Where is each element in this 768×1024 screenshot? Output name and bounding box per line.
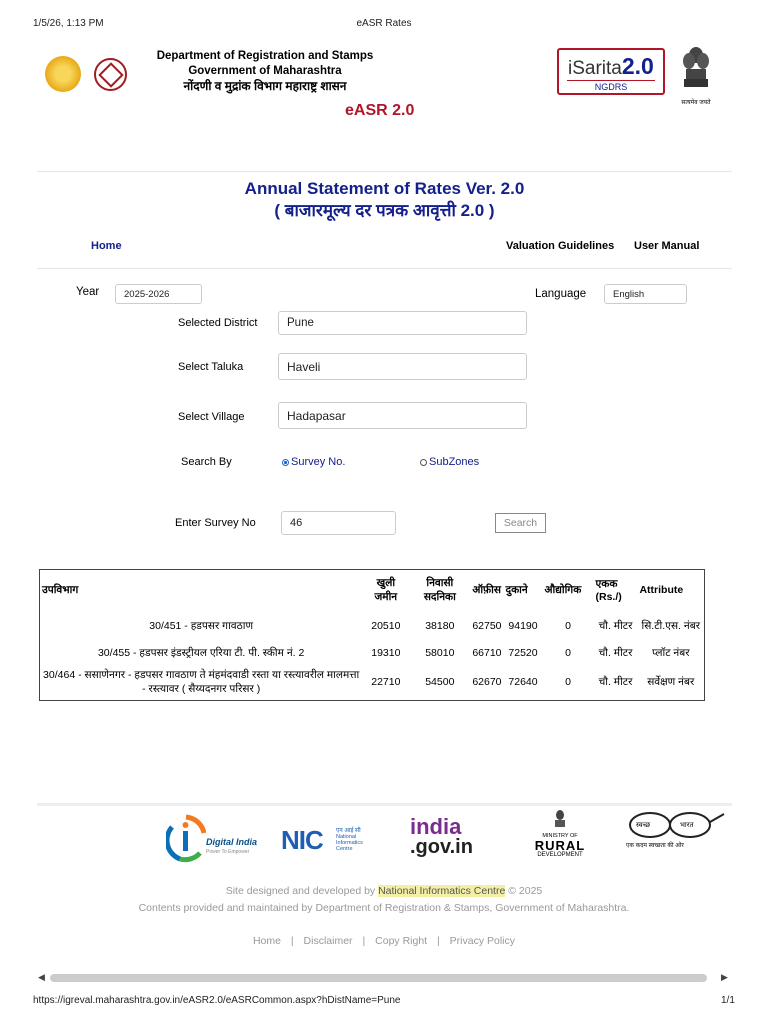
cell-open-land: 19310 [371,647,401,659]
swachh-bharat-logo[interactable] [622,810,727,855]
district-field[interactable]: Pune [278,311,527,335]
cell-attribute: प्लॉट नंबर [651,647,690,659]
department-title [135,49,395,94]
cell-office: 62670 [472,675,502,688]
footer-separator: | [290,935,294,947]
cell-subdivision: 30/455 - हडपसर इंडस्ट्रीयल एरिया टी. पी. स्कीम नं. 2 [97,647,305,659]
dept-line-3: नोंदणी व मुद्रांक विभाग महाराष्ट्र शासन [183,79,347,93]
col-shops: दुकाने [505,584,528,596]
subzones-option-label: SubZones [429,456,480,468]
credits-prefix: Site designed and developed by [225,885,379,897]
year-select[interactable]: 2025-2026 [115,284,202,304]
taluka-label: Select Taluka [178,361,244,373]
swachh-text: स्वच्छ [636,822,651,829]
rural-development-logo[interactable] [528,810,592,865]
cell-attribute: सर्वेक्षण नंबर [647,675,695,688]
digital-india-logo[interactable] [166,813,261,863]
footer-divider [37,803,732,806]
main-panel [37,171,732,794]
search-by-label: Search By [181,456,232,468]
footer-separator: | [437,935,440,947]
cell-office: 62750 [472,620,502,632]
village-label: Select Village [178,411,245,423]
rural-line-2: RURAL [534,838,586,853]
footer-maintained: Contents provided and maintained by Department of Registration & Stamps, Government of Maharashtra. [138,902,630,914]
table-row [40,610,705,642]
subzones-radio[interactable] [420,459,427,466]
maharashtra-seal-icon [45,56,81,92]
col-open-land: खुली जमीन [374,577,398,603]
district-label: Selected District [178,317,258,329]
scroll-right-arrow-icon[interactable]: ▶ [721,972,728,982]
cell-residential: 38180 [425,620,455,632]
cell-subdivision: 30/451 - हडपसर गावठाण [149,620,254,632]
title-english: Annual Statement of Rates Ver. 2.0 [244,179,525,198]
app-title: eASR 2.0 [345,102,415,119]
swachh-caption: एक कदम स्वच्छता की ओर [626,843,684,849]
dept-line-1: Department of Registration and Stamps [156,50,374,62]
nic-sub-1: National [336,834,357,840]
footer-copyright-link[interactable]: Copy Right [375,935,428,947]
digital-india-icon [166,813,206,863]
india-gov-logo[interactable] [410,814,480,858]
survey-no-option[interactable] [282,456,345,468]
digital-india-tagline: Power To Empower [206,849,250,855]
cell-unit: चौ. मीटर [598,647,633,659]
cell-industrial: 0 [565,620,571,632]
india-gov-text-2: .gov.in [410,836,473,858]
col-subdivision: उपविभाग [42,584,79,596]
cell-unit: चौ. मीटर [598,620,633,632]
taluka-select[interactable]: Haveli [278,353,527,380]
table-header-row [40,570,705,611]
cell-industrial: 0 [565,675,571,688]
print-page-number: 1/1 [721,995,735,1006]
rural-emblem-icon [553,810,567,828]
isarita-version: 2.0 [621,53,654,79]
print-datetime: 1/5/26, 1:13 PM [33,18,104,29]
year-label: Year [76,286,100,298]
nav-home-link[interactable]: Home [91,240,122,252]
rural-line-1: MINISTRY OF [542,833,578,839]
cell-attribute: सि.टी.एस. नंबर [641,620,700,632]
cell-open-land: 22710 [371,675,401,688]
footer-privacy-link[interactable]: Privacy Policy [449,935,516,947]
isarita-subtitle: NGDRS [567,80,655,92]
rural-line-3: DEVELOPMENT [537,852,583,858]
survey-no-label: Enter Survey No [175,517,256,529]
rates-table [39,569,705,701]
cell-residential: 54500 [425,675,455,688]
igr-logo-icon [94,58,127,91]
national-emblem-icon [680,45,712,106]
footer-home-link[interactable]: Home [252,935,281,947]
nav-user-manual-link[interactable]: User Manual [634,240,700,252]
col-office: ऑफ़ीस [472,584,501,596]
nic-sub-2: Informatics [336,840,363,846]
scroll-left-arrow-icon[interactable]: ◀ [38,972,45,982]
emblem-caption: सत्यमेव जयते [681,100,711,106]
page-title [37,178,732,222]
col-attribute: Attribute [639,584,684,596]
col-industrial: औद्योगिक [544,584,582,596]
isarita-text: iSarita [568,58,622,79]
col-residential: निवासी सदनिका [423,577,456,603]
cell-shops: 94190 [508,620,538,632]
bharat-text: भारत [680,822,694,829]
footer-disclaimer-link[interactable]: Disclaimer [303,935,353,947]
cell-shops: 72520 [508,647,538,659]
footer-credits [0,885,768,897]
nic-logo[interactable] [281,826,391,856]
footer-links [0,935,768,947]
table-row [40,642,705,664]
credits-suffix: © 2025 [505,885,543,897]
nic-sub-3: Centre [336,846,353,852]
cell-subdivision: 30/464 - ससाणेनगर - हडपसर गावठाण ते मंहमंदवाडी रस्ता या रस्त्यावरील मालमत्ता - रस्त्यावर ( सैय्यदनगर परिसर ) [43,668,360,695]
survey-no-option-label: Survey No. [291,456,346,468]
horizontal-scrollbar[interactable] [50,974,707,982]
dept-line-2: Government of Maharashtra [188,65,342,77]
cell-office: 66710 [472,647,502,659]
nic-hindi: एन आई सी [336,828,361,834]
cell-open-land: 20510 [371,620,401,632]
cell-shops: 72640 [508,675,538,688]
isarita-logo [557,48,665,95]
nic-subtitle [336,834,363,852]
cell-industrial: 0 [565,647,571,659]
survey-no-radio[interactable] [282,459,289,466]
nic-text: NIC [281,825,323,855]
survey-no-input[interactable]: 46 [281,511,396,535]
col-unit: एकक (Rs./) [595,578,622,603]
print-url: https://igreval.maharashtra.gov.in/eASR2.0/eASRCommon.aspx?hDistName=Pune [33,995,401,1006]
village-select[interactable]: Hadapasar [278,402,527,429]
search-button[interactable]: Search [495,513,546,533]
nav-valuation-guidelines-link[interactable]: Valuation Guidelines [506,240,615,252]
digital-india-text: Digital India [206,837,258,847]
cell-unit: चौ. मीटर [598,675,633,688]
cell-residential: 58010 [425,647,455,659]
table-row [40,664,705,700]
title-marathi: ( बाजारमूल्य दर पत्रक आवृत्ती 2.0 ) [274,201,495,220]
nav-divider [37,268,732,269]
print-title: eASR Rates [356,18,412,29]
language-select[interactable]: English [604,284,687,304]
subzones-option[interactable] [420,456,479,468]
india-gov-text-1: india [410,814,462,839]
footer-separator: | [362,935,366,947]
nic-footer-link[interactable]: National Informatics Centre [378,885,506,897]
language-label: Language [535,288,587,300]
